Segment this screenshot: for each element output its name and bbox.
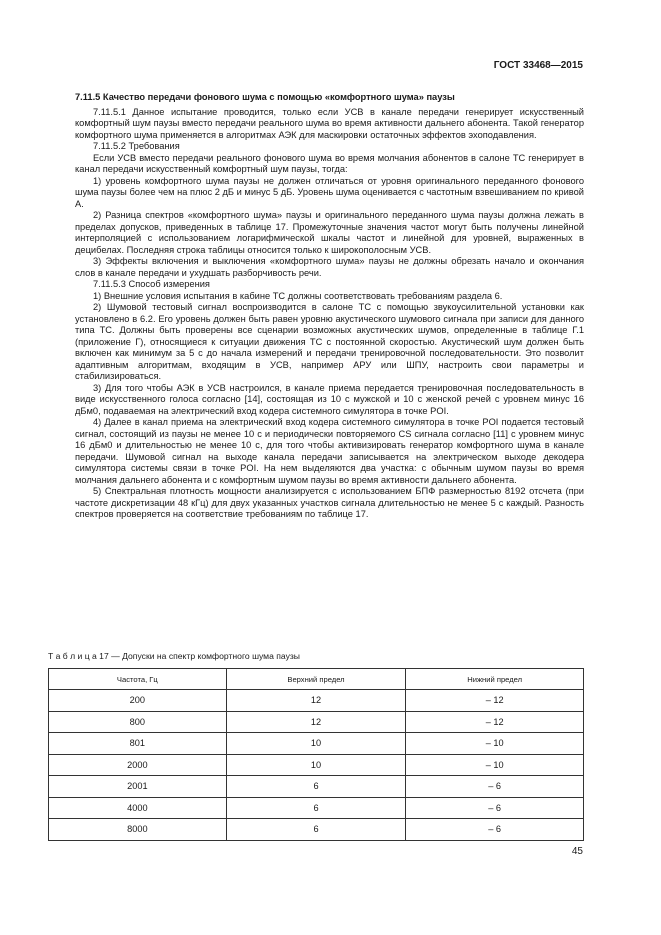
table-row: [49, 776, 584, 798]
table-cell: 6: [226, 819, 406, 841]
paragraph: 5) Спектральная плотность мощности анализируется с использованием БПФ размерностью 8192 отсчета (при частоте дискретизации 48 кГц) для двух указанных участков сигнала длительностью не менее 5 с каждый. Разность спектров проверяется на соответствие требованиям по таблице 17.: [75, 486, 584, 519]
paragraph: 1) уровень комфортного шума паузы не должен отличаться от уровня оригинального переданного фонового шума паузы более чем на плюс 2 дБ и минус 5 дБ. Уровень шума оценивается с частотным взвешиванием по кривой А.: [75, 175, 584, 209]
table-cell: 800: [49, 711, 227, 733]
table-cell: 2000: [49, 754, 227, 776]
column-header-upper-limit: Верхний предел: [226, 669, 406, 690]
paragraph: 7.11.5.2 Требования: [93, 141, 180, 151]
table-cell: 2001: [49, 776, 227, 798]
table-header-row: [49, 669, 584, 690]
paragraph: 7.11.5.1 Данное испытание проводится, только если УСВ в канале передачи генерирует искусственный комфортный шум паузы вместо передачи реального шума во время активности дальнего абонента. Такой генератор комфортного шума применяется в алгоритмах АЭК для маскировки остаточных эффектов эхоподавления.: [75, 106, 584, 140]
table-cell: – 6: [406, 819, 584, 841]
column-header-frequency: Частота, Гц: [49, 669, 227, 690]
table-row: [49, 754, 584, 776]
table-cell: 6: [226, 797, 406, 819]
paragraph: 3) Для того чтобы АЭК в УСВ настроился, в канале приема передается тренировочная последовательность в виде искусственного голоса согласно [14], состоящая из 10 с мужской и 10 с женской речей с уровнем минус 16 дБм0, подаваемая на электрический вход кодера системного симулятора в точке POI.: [75, 382, 584, 416]
table-cell: 12: [226, 711, 406, 733]
paragraph: 1) Внешние условия испытания в кабине ТС должны соответствовать требованиям раздела 6.: [93, 290, 503, 301]
table-row: [49, 711, 584, 733]
table-cell: 12: [226, 690, 406, 712]
section-heading: 7.11.5 Качество передачи фонового шума с помощью «комфортного шума» паузы: [75, 92, 455, 102]
table-cell: – 6: [406, 776, 584, 798]
paragraph: 7.11.5.3 Способ измерения: [93, 279, 210, 289]
paragraph: 2) Разница спектров «комфортного шума» паузы и оригинального переданного шума паузы должна лежать в пределах допусков, приведенных в таблице 17. Промежуточные значения частот могут быть получены линейной интерполяцией с использованием логарифмической шкалы частот и линейной для уровней, выраженных в децибелах. Последняя строка таблицы относится только к широкополосным УСВ.: [75, 210, 584, 255]
tolerance-table: [48, 668, 584, 841]
table-row: [49, 797, 584, 819]
table-cell: 801: [49, 733, 227, 755]
table-row: [49, 690, 584, 712]
table-row: [49, 819, 584, 841]
paragraph: 3) Эффекты включения и выключения «комфортного шума» паузы не должны обрезать начало и окончания слов в канале передачи и ухудшать разборчивость речи.: [75, 256, 584, 278]
table-cell: – 12: [406, 711, 584, 733]
table-cell: – 12: [406, 690, 584, 712]
column-header-lower-limit: Нижний предел: [406, 669, 584, 690]
paragraph: 2) Шумовой тестовый сигнал воспроизводится в салоне ТС с помощью звукоусилительной установки как установлено в 6.2. Его уровень должен быть равен уровню акустического шумового сигнала при записи для данного типа ТС. Должны быть проверены все сценарии возможных акустических шумов, определенные в таблице Г.1 (приложение Г), относящиеся к ситуации движения ТС с постоянной скоростью. Акустический шум должен быть включен как минимум за 5 с до начала измерений и передачи тренировочной последовательности. Это позволит адаптивным алгоритмам, входящим в УСВ, например АРУ или ШПУ, настроить свои параметры и стабилизироваться.: [75, 302, 584, 381]
page-number: 45: [571, 846, 583, 857]
table-cell: 8000: [49, 819, 227, 841]
table-cell: 4000: [49, 797, 227, 819]
table-cell: – 10: [406, 754, 584, 776]
table-cell: – 10: [406, 733, 584, 755]
paragraph: 4) Далее в канал приема на электрический вход кодера системного симулятора в точке POI подается тестовый сигнал, состоящий из паузы не менее 10 с и периодически повторяемого CS сигнала согласно [11] с уровнем минус 16 дБм0 и длительностью не менее 10 с, для того чтобы активизировать генератор комфортного шума в канале передачи. Шумовой сигнал на выходе канала передачи записывается на электрическом выходе декодера симулятора системы связи в точке POI. На нем выделяются два участка: с обычным шумом паузы во время молчания дальнего абонента и с комфортным шумом паузы во время активности дальнего абонента.: [75, 417, 584, 485]
table-cell: – 6: [406, 797, 584, 819]
paragraph: Если УСВ вместо передачи реального фонового шума во время молчания абонентов в салоне ТС генерирует в канал передачи искусственный комфортный шум паузы, тогда:: [75, 152, 584, 174]
table-cell: 200: [49, 690, 227, 712]
table-cell: 10: [226, 733, 406, 755]
table-caption: Т а б л и ц а 17 — Допуски на спектр комфортного шума паузы: [48, 651, 300, 661]
table-cell: 6: [226, 776, 406, 798]
document-standard-number: ГОСТ 33468—2015: [493, 60, 583, 71]
table-cell: 10: [226, 754, 406, 776]
table-row: [49, 733, 584, 755]
section-content: [75, 92, 584, 521]
